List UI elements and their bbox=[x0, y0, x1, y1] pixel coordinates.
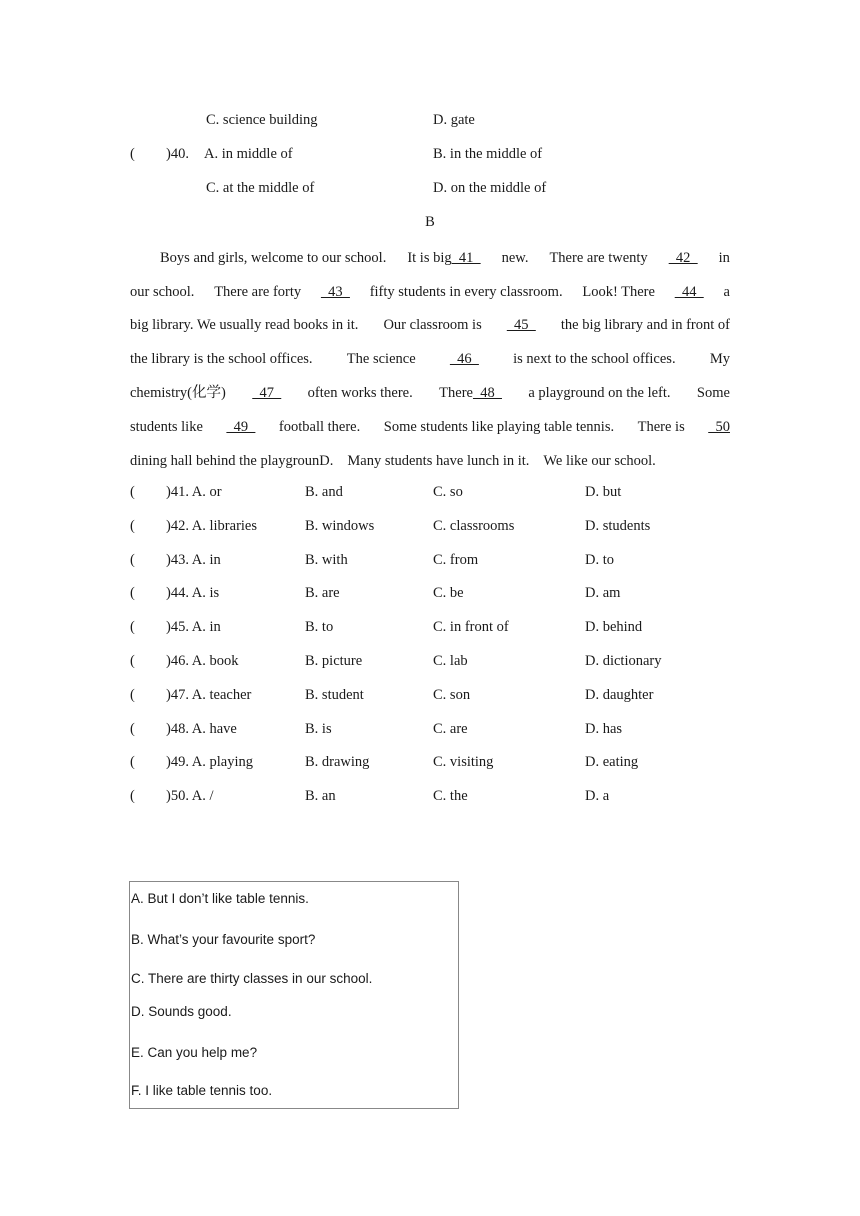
text: There are forty bbox=[214, 284, 302, 300]
option-b: B. an bbox=[305, 788, 336, 804]
dialogue-option-d: D. Sounds good. bbox=[131, 1004, 232, 1019]
question-number-option-a: )41. A. or bbox=[166, 484, 222, 500]
option-d: D. am bbox=[585, 585, 621, 601]
option-d: D. dictionary bbox=[585, 653, 662, 669]
blank-44: 44 bbox=[674, 284, 704, 300]
answer-paren: ( bbox=[130, 518, 135, 534]
answer-paren: ( bbox=[130, 585, 135, 601]
text: in bbox=[718, 250, 730, 266]
option-d: D. eating bbox=[585, 754, 639, 770]
option-b: B. drawing bbox=[305, 754, 370, 770]
answer-paren: ( bbox=[130, 619, 135, 635]
answer-paren: ( bbox=[130, 552, 135, 568]
dialogue-option-c: C. There are thirty classes in our school. bbox=[131, 971, 373, 986]
dialogue-option-e: E. Can you help me? bbox=[131, 1045, 258, 1060]
text: Some students like playing table tennis. bbox=[383, 419, 615, 435]
blank-42: 42 bbox=[668, 250, 698, 266]
option-40d: D. on the middle of bbox=[433, 180, 547, 196]
answer-paren: ( bbox=[130, 754, 135, 770]
option-b: B. windows bbox=[305, 518, 375, 534]
text: students like bbox=[130, 419, 203, 435]
answer-paren: ( bbox=[130, 687, 135, 703]
option-c: C. lab bbox=[433, 653, 468, 669]
text: football there. bbox=[278, 419, 361, 435]
option-c: C. are bbox=[433, 721, 468, 737]
option-b: B. with bbox=[305, 552, 348, 568]
question-40-number: )40. bbox=[166, 146, 189, 162]
blank-48: 48 bbox=[472, 385, 502, 401]
blank-50: 50 bbox=[708, 419, 730, 435]
text: often works there. bbox=[307, 385, 413, 401]
blank-41: 41 bbox=[451, 250, 481, 266]
question-number-option-a: )45. A. in bbox=[166, 619, 221, 635]
blank-45: 45 bbox=[506, 317, 536, 333]
answer-paren: ( bbox=[130, 788, 135, 804]
text: We like our school. bbox=[543, 453, 656, 469]
question-number-option-a: )44. A. is bbox=[166, 585, 220, 601]
option-b: B. student bbox=[305, 687, 364, 703]
question-number-option-a: )48. A. have bbox=[166, 721, 237, 737]
option-c: C. visiting bbox=[433, 754, 494, 770]
option-40a: A. in middle of bbox=[204, 146, 293, 162]
passage-line-6 bbox=[130, 417, 730, 437]
option-c: C. so bbox=[433, 484, 463, 500]
option-d: D. behind bbox=[585, 619, 643, 635]
text: new. bbox=[501, 250, 529, 266]
text: chemistry(化学) bbox=[130, 385, 226, 401]
text: My bbox=[709, 351, 730, 367]
option-c: C. in front of bbox=[433, 619, 509, 635]
dialogue-options-box bbox=[129, 881, 459, 1109]
question-number-option-a: )47. A. teacher bbox=[166, 687, 252, 703]
answer-paren-40: ( bbox=[130, 146, 135, 162]
option-b: B. is bbox=[305, 721, 332, 737]
option-d: D. a bbox=[585, 788, 610, 804]
question-number-option-a: )46. A. book bbox=[166, 653, 239, 669]
blank-43: 43 bbox=[320, 284, 350, 300]
option-40b: B. in the middle of bbox=[433, 146, 543, 162]
option-40c: C. at the middle of bbox=[206, 180, 315, 196]
option-b: B. picture bbox=[305, 653, 363, 669]
passage-line-1 bbox=[130, 248, 730, 268]
passage-line-3 bbox=[130, 315, 730, 335]
text: is next to the school offices. bbox=[513, 351, 676, 367]
passage-line-7 bbox=[130, 451, 730, 471]
option-c: C. the bbox=[433, 788, 468, 804]
blank-49: 49 bbox=[226, 419, 256, 435]
section-heading: B bbox=[425, 214, 435, 230]
passage-line-2 bbox=[130, 282, 730, 302]
text: fifty students in every classroom. bbox=[369, 284, 563, 300]
text: dining hall behind the playgrounD. bbox=[130, 453, 334, 469]
option-d: D. students bbox=[585, 518, 651, 534]
question-number-option-a: )43. A. in bbox=[166, 552, 221, 568]
option-d: D. to bbox=[585, 552, 614, 568]
text: a playground on the left. bbox=[528, 385, 671, 401]
option-d: D. daughter bbox=[585, 687, 654, 703]
option-c: C. classrooms bbox=[433, 518, 515, 534]
option-39d: D. gate bbox=[433, 112, 475, 128]
option-b: B. to bbox=[305, 619, 334, 635]
dialogue-option-f: F. I like table tennis too. bbox=[131, 1083, 273, 1098]
text: There is bbox=[637, 419, 685, 435]
text: the big library and in front of bbox=[560, 317, 730, 333]
option-d: D. has bbox=[585, 721, 623, 737]
option-c: C. from bbox=[433, 552, 479, 568]
dialogue-option-a: A. But I don’t like table tennis. bbox=[131, 891, 309, 906]
text: Many students have lunch in it. bbox=[347, 453, 530, 469]
blank-47: 47 bbox=[252, 385, 282, 401]
passage-line-4 bbox=[130, 349, 730, 369]
option-39c: C. science building bbox=[206, 112, 318, 128]
blank-46: 46 bbox=[449, 351, 479, 367]
option-d: D. but bbox=[585, 484, 622, 500]
question-number-option-a: )49. A. playing bbox=[166, 754, 253, 770]
text: the library is the school offices. bbox=[130, 351, 313, 367]
answer-paren: ( bbox=[130, 721, 135, 737]
text: Some bbox=[696, 385, 730, 401]
answer-paren: ( bbox=[130, 653, 135, 669]
text: There are twenty bbox=[549, 250, 648, 266]
option-b: B. are bbox=[305, 585, 340, 601]
question-number-option-a: )50. A. / bbox=[166, 788, 214, 804]
text: The science bbox=[346, 351, 416, 367]
passage-line-5 bbox=[130, 383, 730, 403]
option-c: C. be bbox=[433, 585, 464, 601]
text: There bbox=[439, 385, 473, 401]
option-c: C. son bbox=[433, 687, 471, 703]
question-number-option-a: )42. A. libraries bbox=[166, 518, 258, 534]
text: It is big bbox=[407, 250, 452, 266]
text: a bbox=[723, 284, 730, 300]
text: big library. We usually read books in it. bbox=[130, 317, 359, 333]
answer-paren: ( bbox=[130, 484, 135, 500]
dialogue-option-b: B. What’s your favourite sport? bbox=[131, 932, 316, 947]
text: Look! There bbox=[582, 284, 655, 300]
text: our school. bbox=[130, 284, 195, 300]
option-b: B. and bbox=[305, 484, 343, 500]
text: Boys and girls, welcome to our school. bbox=[160, 250, 387, 266]
text: Our classroom is bbox=[383, 317, 482, 333]
